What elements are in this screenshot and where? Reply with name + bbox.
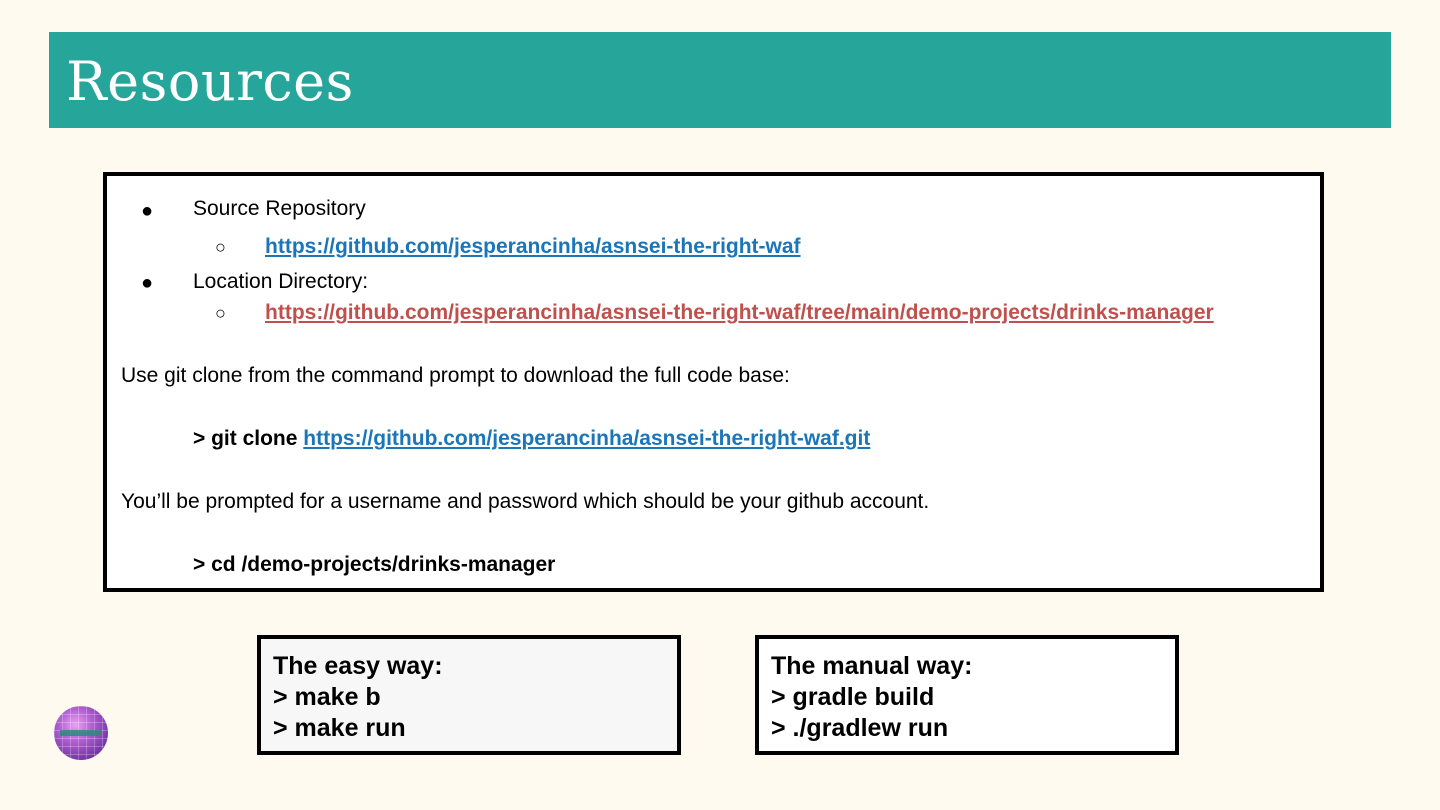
location-directory-link[interactable]: https://github.com/jesperancinha/asnsei-the-right-waf/tree/main/demo-projects/drinks-manager <box>265 301 1214 324</box>
location-directory-label: Location Directory: <box>193 270 369 293</box>
bullet-hollow-icon: ○ <box>215 303 226 323</box>
logo-stripe <box>60 730 102 736</box>
manual-way-line-1: > gradle build <box>771 683 935 711</box>
bullet-hollow-icon: ○ <box>215 237 226 257</box>
clone-instruction: Use git clone from the command prompt to download the full code base: <box>121 364 790 387</box>
git-clone-prefix: > git clone <box>193 427 304 450</box>
source-repository-label: Source Repository <box>193 197 366 220</box>
easy-way-line-1: > make b <box>273 683 381 711</box>
easy-way-line-2: > make run <box>273 714 406 742</box>
manual-way-box <box>755 635 1179 755</box>
git-clone-link[interactable]: https://github.com/jesperancinha/asnsei-the-right-waf.git <box>303 427 871 450</box>
manual-way-line-2: > ./gradlew run <box>771 714 949 742</box>
easy-way-title: The easy way: <box>273 652 443 680</box>
logo-badge-icon <box>54 706 108 760</box>
resources-box <box>103 172 1324 592</box>
slide-title: Resources <box>66 50 354 113</box>
git-clone-command <box>193 426 870 452</box>
source-repository-link[interactable]: https://github.com/jesperancinha/asnsei-the-right-waf <box>265 235 801 258</box>
credentials-note: You’ll be prompted for a username and password which should be your github account. <box>121 490 930 513</box>
manual-way-title: The manual way: <box>771 652 973 680</box>
easy-way-box <box>257 635 681 755</box>
bullet-filled-icon: ● <box>141 272 154 294</box>
bullet-filled-icon: ● <box>141 200 154 222</box>
cd-command: > cd /demo-projects/drinks-manager <box>193 553 556 576</box>
